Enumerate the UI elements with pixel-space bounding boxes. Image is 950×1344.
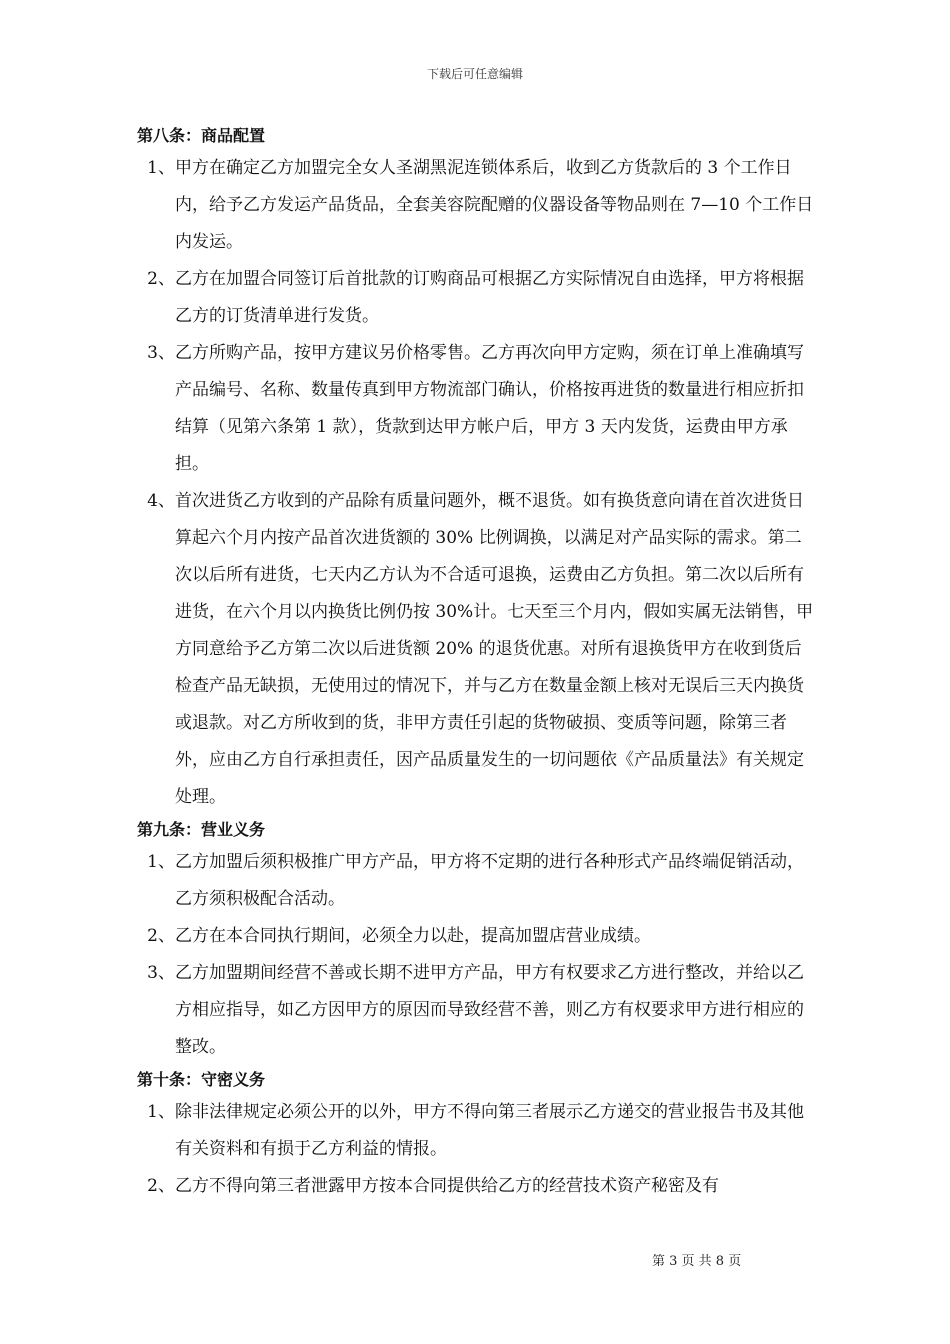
list-item-number: 2、	[147, 269, 175, 289]
list-item	[137, 1094, 817, 1168]
list-item	[137, 483, 817, 816]
list-item-number: 3、	[147, 343, 175, 363]
list-item	[137, 844, 817, 918]
list-item-text: 乙方加盟后须积极推广甲方产品，甲方将不定期的进行各种形式产品终端促销活动，乙方须积极配合活动。	[175, 852, 804, 909]
list-item-number: 2、	[147, 926, 175, 946]
list-item-number: 2、	[147, 1176, 175, 1196]
list-item-text: 乙方加盟期间经营不善或长期不进甲方产品，甲方有权要求乙方进行整改，并给以乙方相应指导，如乙方因甲方的原因而导致经营不善，则乙方有权要求甲方进行相应的整改。	[175, 963, 804, 1057]
list-item-text: 甲方在确定乙方加盟完全女人圣湖黑泥连锁体系后，收到乙方货款后的 3 个工作日内，给予乙方发运产品货品，全套美容院配赠的仪器设备等物品则在 7—10 个工作日内发运。	[175, 158, 814, 252]
document-body	[137, 122, 817, 1205]
list-item-text: 乙方在加盟合同签订后首批款的订购商品可根据乙方实际情况自由选择，甲方将根据乙方的订货清单进行发货。	[175, 269, 804, 326]
list-item-number: 1、	[147, 158, 175, 178]
list-item-text: 除非法律规定必须公开的以外，甲方不得向第三者展示乙方递交的营业报告书及其他有关资料和有损于乙方利益的情报。	[175, 1102, 804, 1159]
list-item-text: 乙方所购产品，按甲方建议另价格零售。乙方再次向甲方定购，须在订单上准确填写产品编号、名称、数量传真到甲方物流部门确认，价格按再进货的数量进行相应折扣结算（见第六条第 1 款），货款到达甲方帐户后，甲方 3 天内发货，运费由甲方承担。	[175, 343, 804, 474]
section-title: 第八条：商品配置	[137, 126, 266, 145]
list-item	[137, 150, 817, 261]
list-item	[137, 1168, 817, 1205]
list-item-text: 乙方在本合同执行期间，必须全力以赴，提高加盟店营业成绩。	[175, 926, 651, 946]
list-item-number: 4、	[147, 491, 175, 511]
list-item-number: 1、	[147, 1102, 175, 1122]
list-item	[137, 261, 817, 335]
list-item-number: 3、	[147, 963, 175, 983]
list-item	[137, 955, 817, 1066]
list-item-text: 首次进货乙方收到的产品除有质量问题外，概不退货。如有换货意向请在首次进货日算起六个月内按产品首次进货额的 30% 比例调换，以满足对产品实际的需求。第二次以后所有进货，七天内乙方认为不合适可退换，运费由乙方负担。第二次以后所有进货，在六个月以内换货比例仍按 30%计。七天至三个月内，假如实属无法销售，甲方同意给予乙方第二次以后进货额 20% 的退货优惠。对所有退换货甲方在收到货后检查产品无缺损，无使用过的情况下，并与乙方在数量金额上核对无误后三天内换货或退款。对乙方所收到的货，非甲方责任引起的货物破损、变质等问题，除第三者外，应由乙方自行承担责任，因产品质量发生的一切问题依《产品质量法》有关规定处理。	[175, 491, 814, 807]
list-item	[137, 918, 817, 955]
section-title: 第十条：守密义务	[137, 1070, 266, 1089]
page-number: 第 3 页 共 8 页	[652, 1254, 742, 1269]
list-item-text: 乙方不得向第三者泄露甲方按本合同提供给乙方的经营技术资产秘密及有	[175, 1176, 719, 1196]
section-title: 第九条：营业义务	[137, 820, 266, 839]
list-item	[137, 335, 817, 483]
page-header: 下载后可任意编辑	[426, 67, 523, 81]
list-item-number: 1、	[147, 852, 175, 872]
